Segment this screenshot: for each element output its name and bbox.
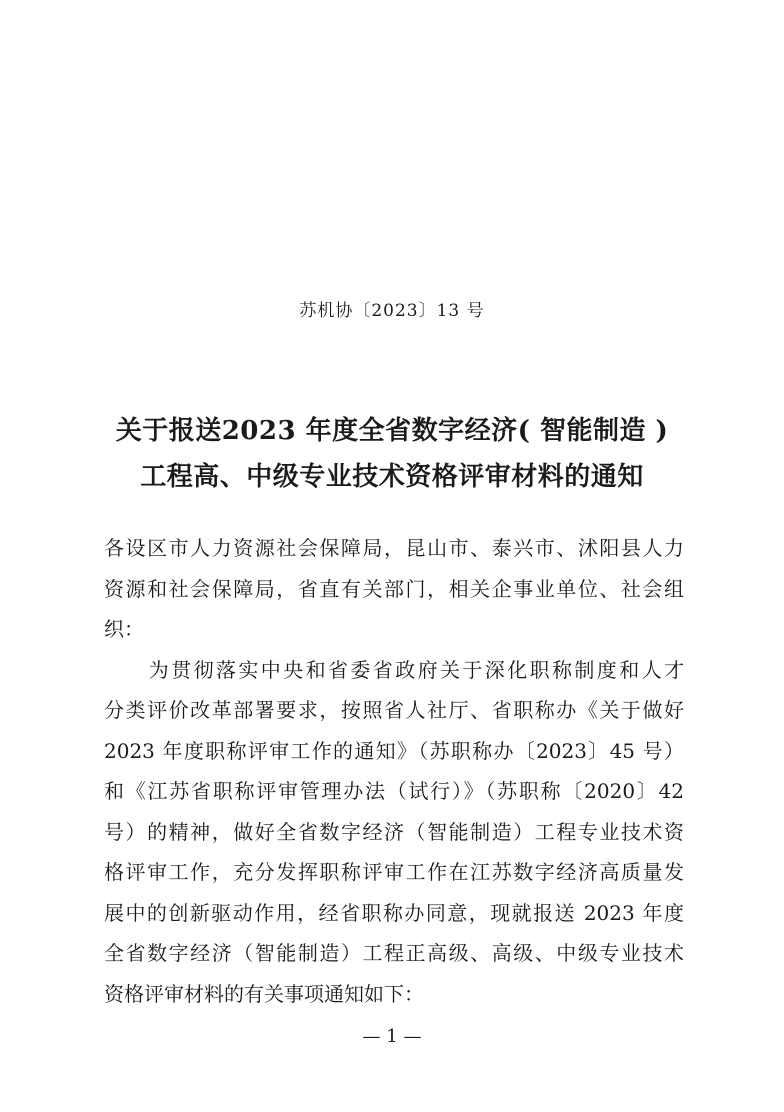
title-line-1: 关于报送2023 年度全省数字经济( 智能制造 ): [115, 416, 669, 446]
title-line-2: 工程高、中级专业技术资格评审材料的通知: [140, 462, 644, 492]
body-line: 织：: [104, 617, 144, 641]
page-number: — 1 —: [362, 1026, 422, 1047]
body-line: 2023 年度职称评审工作的通知》（苏职称办〔2023〕45 号）: [104, 738, 684, 763]
body-line: 和《江苏省职称评审管理办法（试行）》（苏职称〔2020〕42: [104, 779, 684, 803]
body-line: 格评审工作，充分发挥职称评审工作在江苏数字经济高质量发: [104, 860, 684, 884]
body-line: 展中的创新驱动作用，经省职称办同意，现就报送 2023 年度: [104, 900, 684, 925]
body-line: 为贯彻落实中央和省委省政府关于深化职称制度和人才: [104, 657, 684, 682]
body-line: 分类评价改革部署要求，按照省人社厅、省职称办《关于做好: [104, 698, 684, 722]
body-line: 资源和社会保障局，省直有关部门，相关企事业单位、社会组: [104, 576, 684, 601]
body-line: 各设区市人力资源社会保障局，昆山市、泰兴市、沭阳县人力: [104, 536, 684, 560]
document-body: [104, 528, 684, 1014]
body-line: 全省数字经济（智能制造）工程正高级、高级、中级专业技术: [104, 941, 684, 965]
body-line: 资格评审材料的有关事项通知如下：: [104, 981, 424, 1006]
document-number: 苏机协〔2023〕13 号: [299, 301, 485, 321]
body-line: 号）的精神，做好全省数字经济（智能制造）工程专业技术资: [104, 819, 684, 844]
document-title: [90, 408, 694, 500]
